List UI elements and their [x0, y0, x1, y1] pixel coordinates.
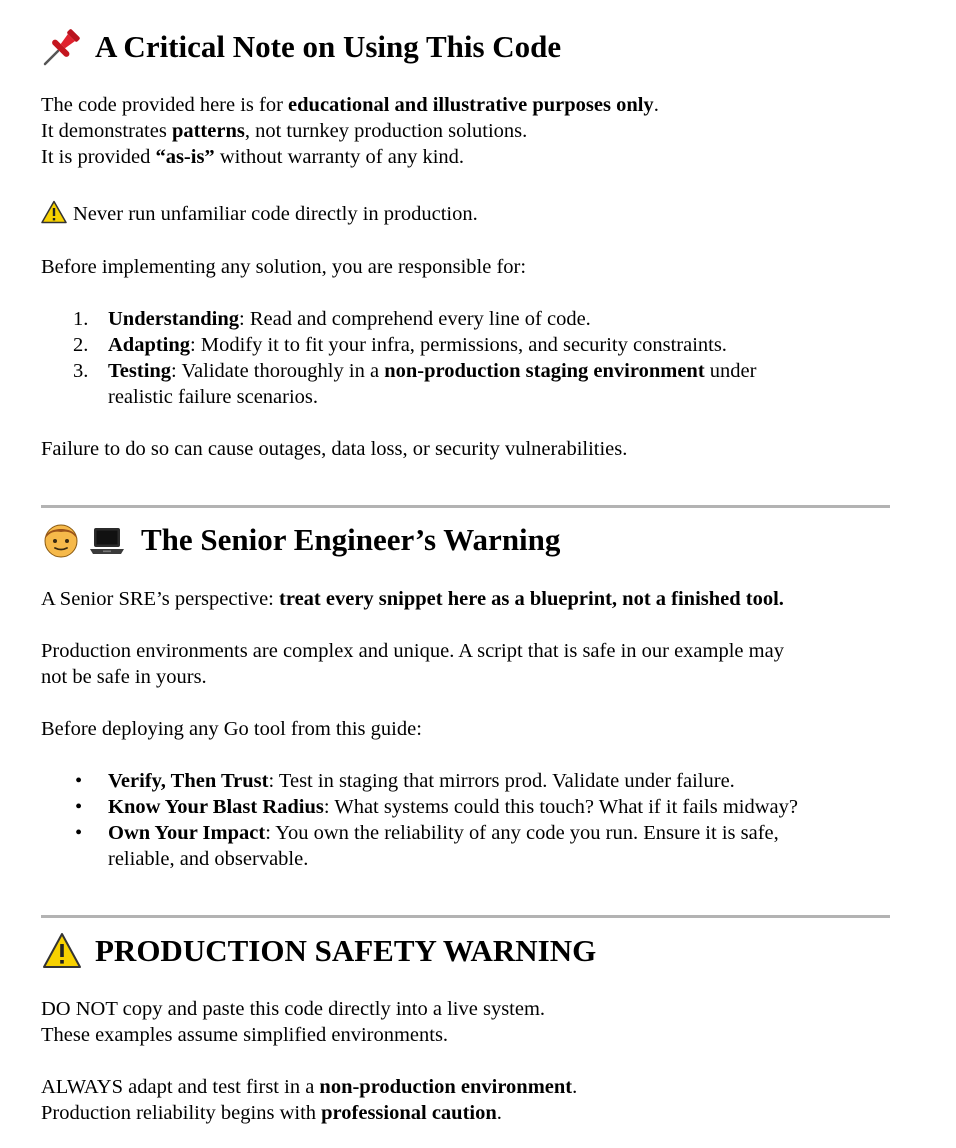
complex-line-2: not be safe in yours. [41, 666, 207, 688]
list-item-text: : Read and comprehend every line of code. [239, 308, 591, 330]
section-title-text: PRODUCTION SAFETY WARNING [95, 933, 597, 968]
list-item-text: : What systems could this touch? What if it fails midway? [323, 796, 798, 818]
warning-sign-icon [41, 931, 83, 971]
intro-text: It demonstrates [41, 120, 172, 142]
list-number: 3. [73, 360, 89, 382]
list-item-continuation: realistic failure scenarios. [108, 386, 319, 408]
safety-text: ALWAYS adapt and test first in a [41, 1076, 320, 1098]
list-item-bold: Verify, Then Trust [108, 770, 269, 792]
list-item-bold: Know Your Blast Radius [108, 796, 324, 818]
section-title-text: A Critical Note on Using This Code [95, 29, 562, 64]
safety-bold: non-production environment [319, 1076, 573, 1098]
intro-line-2 [41, 118, 527, 144]
pushpin-icon [41, 27, 83, 67]
bullet-marker: • [75, 770, 83, 792]
intro-line-1 [41, 92, 659, 118]
list-item-bold: Adapting [108, 334, 191, 356]
safety-text: Production reliability begins with [41, 1102, 322, 1124]
safety-text: . [496, 1102, 502, 1124]
intro-bold: educational and illustrative purposes only [288, 94, 654, 116]
list-item [108, 358, 756, 384]
list-item-bold: Understanding [108, 308, 240, 330]
list-item-bold: Testing [108, 360, 172, 382]
warning-line [41, 200, 478, 227]
section-senior-engineer-title [41, 520, 560, 560]
list-item-continuation: reliable, and observable. [108, 848, 309, 870]
section-critical-note-title [41, 27, 561, 67]
list-item [108, 820, 779, 846]
safety-line-1: DO NOT copy and paste this code directly into a live system. [41, 998, 546, 1020]
safety-line-4 [41, 1100, 502, 1126]
list-item-bold: non-production staging environment [384, 360, 705, 382]
list-item-text: : Modify it to fit your infra, permissions, and security constraints. [190, 334, 727, 356]
bullet-marker: • [75, 796, 83, 818]
perspective-text: A Senior SRE’s perspective: [41, 588, 280, 610]
intro-line-3 [41, 144, 464, 170]
before-deploying-line: Before deploying any Go tool from this guide: [41, 718, 422, 740]
bullet-marker: • [75, 822, 83, 844]
section-divider [41, 915, 890, 918]
section-production-warning-title [41, 931, 596, 971]
intro-text: without warranty of any kind. [214, 146, 465, 168]
list-item [108, 306, 591, 332]
intro-bold: patterns [171, 120, 245, 142]
list-item-bold: Own Your Impact [108, 822, 266, 844]
list-number: 1. [73, 308, 89, 330]
list-item-text: : Test in staging that mirrors prod. Validate under failure. [268, 770, 735, 792]
safety-text: . [572, 1076, 578, 1098]
safety-line-2: These examples assume simplified environments. [41, 1024, 449, 1046]
intro-text: It is provided [41, 146, 156, 168]
intro-text: The code provided here is for [41, 94, 289, 116]
warning-text: Never run unfamiliar code directly in production. [73, 203, 478, 225]
before-implementing-line: Before implementing any solution, you are responsible for: [41, 256, 527, 278]
warning-icon [41, 200, 67, 224]
complex-line-1: Production environments are complex and unique. A script that is safe in our example may [41, 640, 784, 662]
list-item [108, 794, 798, 820]
intro-text: . [653, 94, 659, 116]
section-divider [41, 505, 890, 508]
list-item-text: : You own the reliability of any code you run. Ensure it is safe, [265, 822, 779, 844]
intro-bold: “as-is” [155, 146, 215, 168]
list-item-text: : Validate thoroughly in a [171, 360, 385, 382]
list-number: 2. [73, 334, 89, 356]
safety-bold: professional caution [321, 1102, 497, 1124]
perspective-line [41, 586, 784, 612]
intro-text: , not turnkey production solutions. [244, 120, 528, 142]
perspective-bold: treat every snippet here as a blueprint, not a finished tool. [279, 588, 784, 610]
list-item-text: under [704, 360, 757, 382]
section-title-text: The Senior Engineer’s Warning [141, 522, 561, 557]
list-item [108, 768, 735, 794]
list-item [108, 332, 727, 358]
failure-line: Failure to do so can cause outages, data loss, or security vulnerabilities. [41, 438, 628, 460]
safety-line-3 [41, 1074, 577, 1100]
engineer-face-icon [41, 520, 81, 560]
laptop-icon [87, 520, 127, 560]
